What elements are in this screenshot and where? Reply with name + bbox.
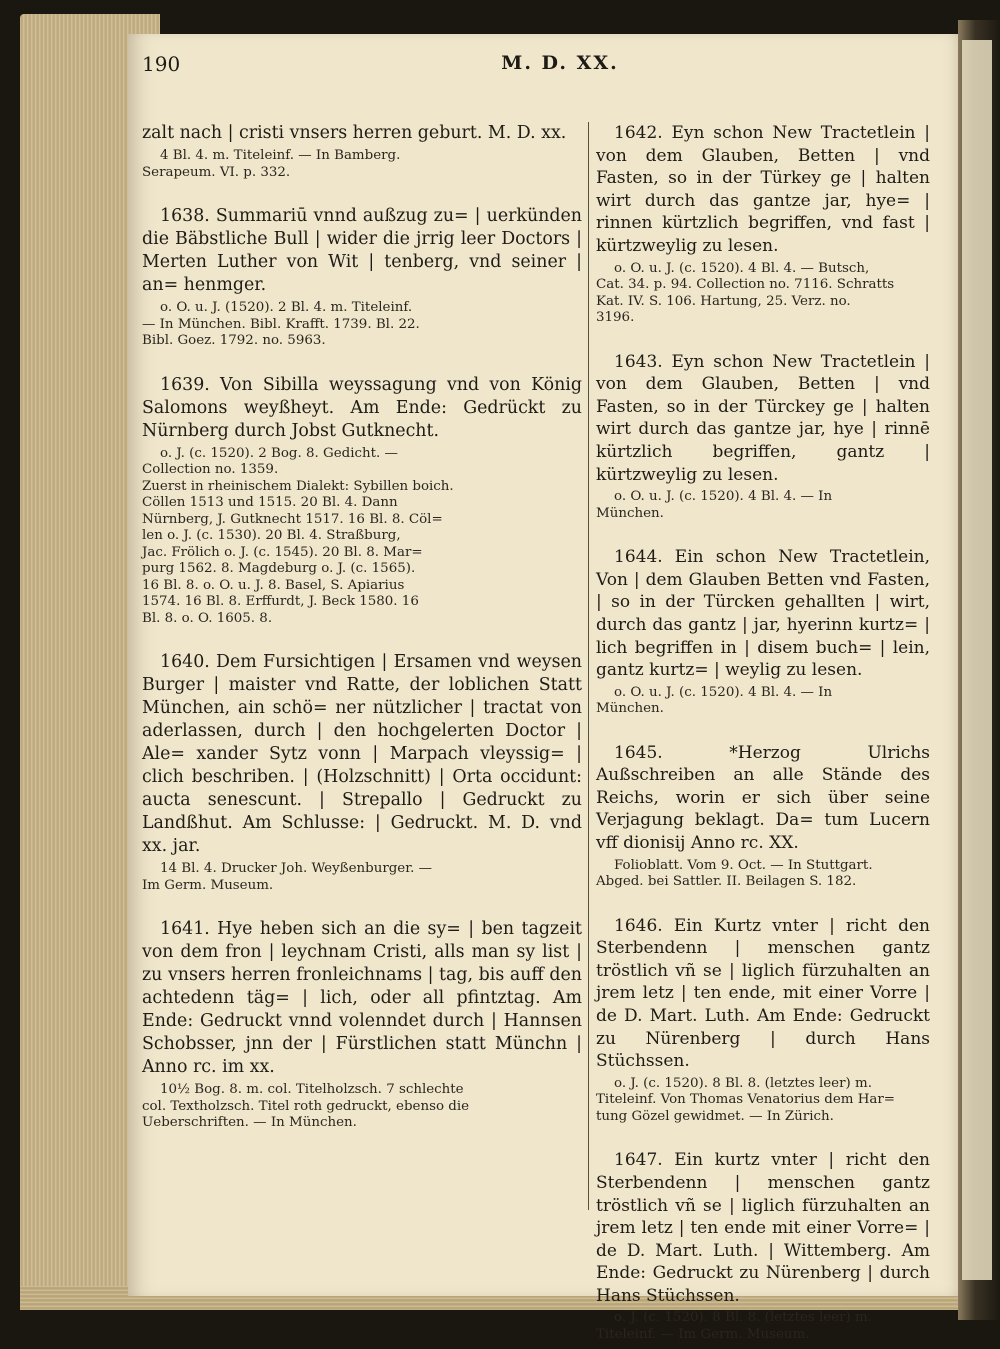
catalog-entry bbox=[596, 915, 930, 1126]
entry-title: 1646. Ein Kurtz vnter | richt den Sterbendenn | menschen gantz tröstlich vñ se | liglich fürzuhalten an jrem letz | ten ende, mit einer Vorre | de D. Mart. Luth. Am Ende: Gedruckt zu Nürenberg | durch Hans Stüchssen. bbox=[596, 915, 930, 1072]
note-line: 16 Bl. 8. o. O. u. J. 8. Basel, S. Apiarius bbox=[142, 577, 405, 593]
note-line: o. J. (c. 1520). 2 Bog. 8. Gedicht. — bbox=[160, 445, 398, 461]
note-line: Bibl. Goez. 1792. no. 5963. bbox=[142, 333, 326, 348]
note-line: o. O. u. J. (1520). 2 Bl. 4. m. Titeleinf. bbox=[160, 300, 413, 315]
entry-gap bbox=[596, 333, 930, 351]
catalog-entry bbox=[596, 742, 930, 891]
note-line: 14 Bl. 4. Drucker Joh. Weyßenburger. — bbox=[160, 861, 433, 876]
entry-gap bbox=[596, 528, 930, 546]
entry-title: 1645. *Herzog Ulrichs Außschreiben an alle Stände des Reichs, worin er sich über seine Verjagung beklagt. Da= tum Lucern vff dionisij Anno rc. XX. bbox=[596, 742, 930, 854]
catalog-entry bbox=[142, 205, 582, 350]
entry-gap bbox=[142, 356, 582, 374]
note-line: Cöllen 1513 und 1515. 20 Bl. 4. Dann bbox=[142, 495, 398, 510]
note-line: — In München. Bibl. Krafft. 1739. Bl. 22. bbox=[142, 316, 420, 332]
note-line: o. O. u. J. (c. 1520). 4 Bl. 4. — In bbox=[614, 489, 833, 505]
note-line: Nürnberg, J. Gutknecht 1517. 16 Bl. 8. Cöl= bbox=[142, 511, 443, 527]
note-line: o. J. (c. 1520). 8 Bl. 8. (letztes leer) m. bbox=[614, 1310, 872, 1326]
note-line: Collection no. 1359. bbox=[142, 462, 279, 477]
catalog-entry bbox=[142, 374, 582, 628]
entry-title: 1640. Dem Fursichtigen | Ersamen vnd weysen Burger | maister vnd Ratte, der loblichen Statt München, ain schö= ner nützlicher | tractat von aderlassen, durch | den hochgelerten Doctor | Ale= xander Sytz vonn | Marpach vleyssig= | clich beschriben. | (Holzschnitt) | Orta occidunt: aucta senescunt. | Strepallo | Gedruckt zu Landßhut. Am Schlusse: | Gedruckt. M. D. vnd xx. jar. bbox=[142, 652, 582, 856]
note-line: 1574. 16 Bl. 8. Erffurdt, J. Beck 1580. 16 bbox=[142, 594, 419, 609]
catalog-entry bbox=[142, 918, 582, 1132]
entry-note bbox=[142, 861, 582, 894]
catalog-entry bbox=[142, 122, 582, 181]
entry-note bbox=[142, 446, 582, 628]
note-line: Jac. Frölich o. J. (c. 1545). 20 Bl. 8. Mar= bbox=[142, 544, 423, 560]
note-line: Zuerst in rheinischem Dialekt: Sybillen boich. bbox=[142, 478, 454, 494]
catalog-entry bbox=[596, 351, 930, 523]
note-line: München. bbox=[596, 505, 664, 521]
note-line: München. bbox=[596, 701, 664, 717]
running-head: M. D. XX. bbox=[501, 52, 619, 74]
entry-note bbox=[142, 148, 582, 181]
entry-gap bbox=[596, 724, 930, 742]
column-divider bbox=[588, 122, 589, 1210]
note-line: o. J. (c. 1520). 8 Bl. 8. (letztes leer) m. bbox=[614, 1075, 872, 1091]
entry-note bbox=[596, 685, 930, 718]
entry-title: zalt nach | cristi vnsers herren geburt. M. D. xx. bbox=[142, 123, 567, 143]
note-line: col. Textholzsch. Titel roth gedruckt, ebenso die bbox=[142, 1098, 470, 1114]
entry-gap bbox=[142, 900, 582, 918]
entry-gap bbox=[596, 1131, 930, 1149]
entry-note bbox=[142, 1082, 582, 1132]
page-number: 190 bbox=[142, 52, 181, 76]
entry-title: 1639. Von Sibilla weyssagung vnd von König Salomons weyßheyt. Am Ende: Gedrückt zu Nürnberg durch Jobst Gutknecht. bbox=[142, 374, 582, 441]
note-line: Bl. 8. o. O. 1605. 8. bbox=[142, 610, 273, 626]
note-line: Cat. 34. p. 94. Collection no. 7116. Schratts bbox=[596, 277, 895, 293]
left-column bbox=[142, 122, 582, 1138]
facing-page-sliver bbox=[962, 40, 992, 1280]
note-line: o. O. u. J. (c. 1520). 4 Bl. 4. — In bbox=[614, 684, 833, 700]
entry-gap bbox=[142, 187, 582, 205]
catalog-entry bbox=[142, 651, 582, 894]
entry-title: 1642. Eyn schon New Tractetlein | von dem Glauben, Betten | vnd Fasten, so in der Türkey ge | halten wirt durch das gantze jar, hye= | rinnen kürtzlich begriffen, vnd fast | kürtzweylig zu lesen. bbox=[596, 123, 930, 256]
entry-title: 1638. Summariū vnnd außzug zu= | uerkünden die Bäbstliche Bull | wider die jrrig leer Doctors | Merten Luther von Wit | tenberg, vnd seiner | an= henmger. bbox=[142, 206, 582, 295]
entry-note bbox=[596, 489, 930, 522]
note-line: Titeleinf. Von Thomas Venatorius dem Har= bbox=[596, 1092, 896, 1108]
entry-note bbox=[596, 261, 930, 327]
note-line: Serapeum. VI. p. 332. bbox=[142, 164, 291, 180]
entry-gap bbox=[142, 633, 582, 651]
note-line: o. O. u. J. (c. 1520). 4 Bl. 4. — Butsch, bbox=[614, 260, 870, 276]
note-line: Folioblatt. Vom 9. Oct. — In Stuttgart. bbox=[614, 857, 873, 873]
catalog-entry bbox=[596, 1149, 930, 1343]
entry-title: 1643. Eyn schon New Tractetlein | von dem Glauben, Betten | vnd Fasten, so in der Türckey ge | halten wirt durch das gantze jar, hye | rinnē kürtzlich begriffen, gantz | kürtzweylig zu lesen. bbox=[596, 351, 930, 485]
right-column bbox=[596, 122, 930, 1349]
entry-note bbox=[596, 858, 930, 891]
entry-title: 1647. Ein kurtz vnter | richt den Sterbendenn | menschen gantz tröstlich vñ se | liglich fürzuhalten an jrem letz | ten ende mit einer Vorre= | de D. Mart. Luth. | Wittemberg. Am Ende: Gedruckt zu Nürenberg | durch Hans Stüchssen. bbox=[596, 1150, 930, 1306]
entry-title: 1644. Ein schon New Tractetlein, Von | dem Glauben Betten vnd Fasten, | so in der Türcken gehallten | wirt, durch das gantz | jar, hyerinn kurtz= | lich begriffen in | disem buch= | lein, gantz kurtz= | weylig zu lesen. bbox=[596, 547, 930, 681]
note-line: Ueberschriften. — In München. bbox=[142, 1115, 357, 1130]
note-line: Abged. bei Sattler. II. Beilagen S. 182. bbox=[596, 874, 857, 890]
note-line: Titeleinf. — Im Germ. Museum. bbox=[596, 1326, 810, 1342]
entry-note bbox=[596, 1310, 930, 1343]
note-line: Kat. IV. S. 106. Hartung, 25. Verz. no. bbox=[596, 293, 851, 309]
entry-title: 1641. Hye heben sich an die sy= | ben tagzeit von dem fron | leychnam Cristi, alls man sy list | zu vnsers herren fronleichnams | tag, bis auff den achtedenn täg= | lich, oder all pfintztag. Am Ende: Gedruckt vnnd volenndet durch | Hannsen Schobsser, jnn der | Fürstlichen statt Münchn | Anno rc. im xx. bbox=[142, 919, 582, 1077]
catalog-entry bbox=[596, 122, 930, 327]
note-line: 10½ Bog. 8. m. col. Titelholzsch. 7 schlechte bbox=[160, 1082, 464, 1097]
entry-gap bbox=[596, 897, 930, 915]
note-line: Im Germ. Museum. bbox=[142, 877, 274, 893]
catalog-entry bbox=[596, 546, 930, 718]
note-line: tung Gözel gewidmet. — In Zürich. bbox=[596, 1108, 834, 1124]
note-line: 4 Bl. 4. m. Titeleinf. — In Bamberg. bbox=[160, 148, 401, 163]
note-line: purg 1562. 8. Magdeburg o. J. (c. 1565). bbox=[142, 561, 416, 576]
entry-note bbox=[142, 300, 582, 350]
entry-note bbox=[596, 1076, 930, 1126]
note-line: len o. J. (c. 1530). 20 Bl. 4. Straßburg, bbox=[142, 528, 401, 543]
note-line: 3196. bbox=[596, 310, 635, 326]
